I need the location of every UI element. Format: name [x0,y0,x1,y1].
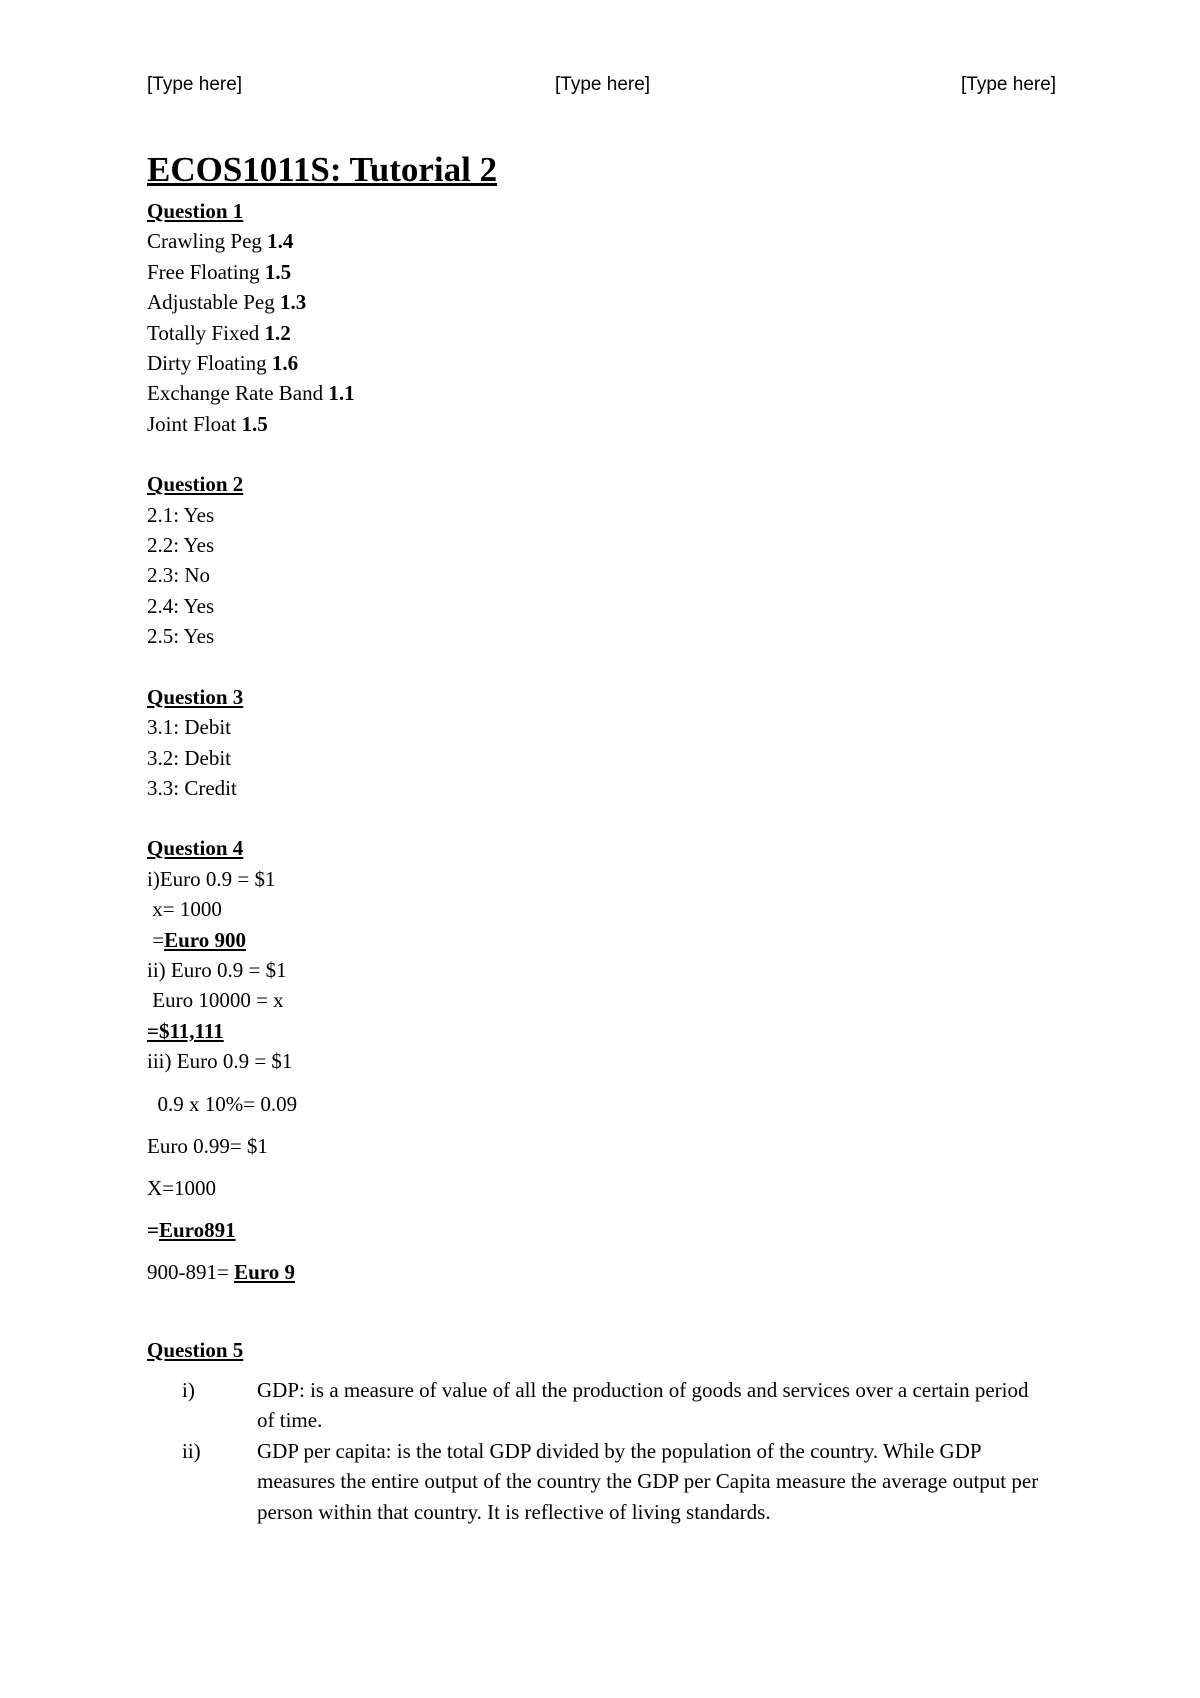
q4-line: =Euro891 [147,1217,236,1242]
q4-line: Euro 0.99= $1 [147,1133,268,1158]
q4-line: ii) Euro 0.9 = $1 [147,957,287,982]
q5-item-text: GDP per capita: is the total GDP divided by the population of the country. While GDP measures the entire output of the country the GDP per Capita measure the average output per person within that country. It is reflective of living standards. [257,1438,1039,1524]
q4-line: Euro 10000 = x [147,988,284,1013]
q4-line: iii) Euro 0.9 = $1 [147,1049,293,1074]
q1-item: Joint Float 1.5 [147,411,268,436]
q5-item-label: i) [182,1377,195,1402]
q2-item: 2.1: Yes [147,502,215,527]
q4-line: x= 1000 [147,897,222,922]
q1-item: Free Floating 1.5 [147,259,292,284]
q4-answer: Euro 900 [164,927,246,952]
q1-item: Dirty Floating 1.6 [147,351,299,376]
question-4-heading: Question 4 [147,836,244,861]
q2-item: 2.5: Yes [147,624,215,649]
q4-line: X=1000 [147,1175,217,1200]
q5-item-label: ii) [182,1438,201,1463]
q1-item: Totally Fixed 1.2 [147,320,291,345]
q5-list [147,1375,1057,1527]
page-title: ECOS1011S: Tutorial 2 [147,150,498,189]
question-5-heading: Question 5 [147,1337,244,1362]
header-center[interactable]: [Type here] [555,74,651,95]
q4-line: 0.9 x 10%= 0.09 [147,1091,298,1116]
q3-item: 3.1: Debit [147,715,231,740]
document-body [147,146,1057,1527]
question-3-heading: Question 3 [147,684,244,709]
q3-item: 3.2: Debit [147,745,231,770]
q3-item: 3.3: Credit [147,775,237,800]
q2-item: 2.3: No [147,563,210,588]
q5-item-text: GDP: is a measure of value of all the production of goods and services over a certain period of time. [257,1377,1029,1433]
q1-item: Exchange Rate Band 1.1 [147,381,355,406]
q1-item: Adjustable Peg 1.3 [147,290,307,315]
q1-item: Crawling Peg 1.4 [147,229,294,254]
header-left[interactable]: [Type here] [147,74,243,95]
q4-answer: Euro 9 [234,1259,295,1284]
q4-line: 900-891= Euro 9 [147,1259,295,1284]
question-1-heading: Question 1 [147,199,244,223]
q5-item [147,1436,1057,1527]
q2-item: 2.2: Yes [147,533,215,558]
q5-item [147,1375,1057,1436]
q4-line: =Euro 900 [147,927,246,952]
question-2-heading: Question 2 [147,472,244,497]
q4-answer: =$11,111 [147,1018,224,1043]
q2-item: 2.4: Yes [147,593,215,618]
header-right[interactable]: [Type here] [961,74,1057,95]
q4-answer: Euro891 [158,1217,236,1242]
q4-line: i)Euro 0.9 = $1 [147,866,276,891]
